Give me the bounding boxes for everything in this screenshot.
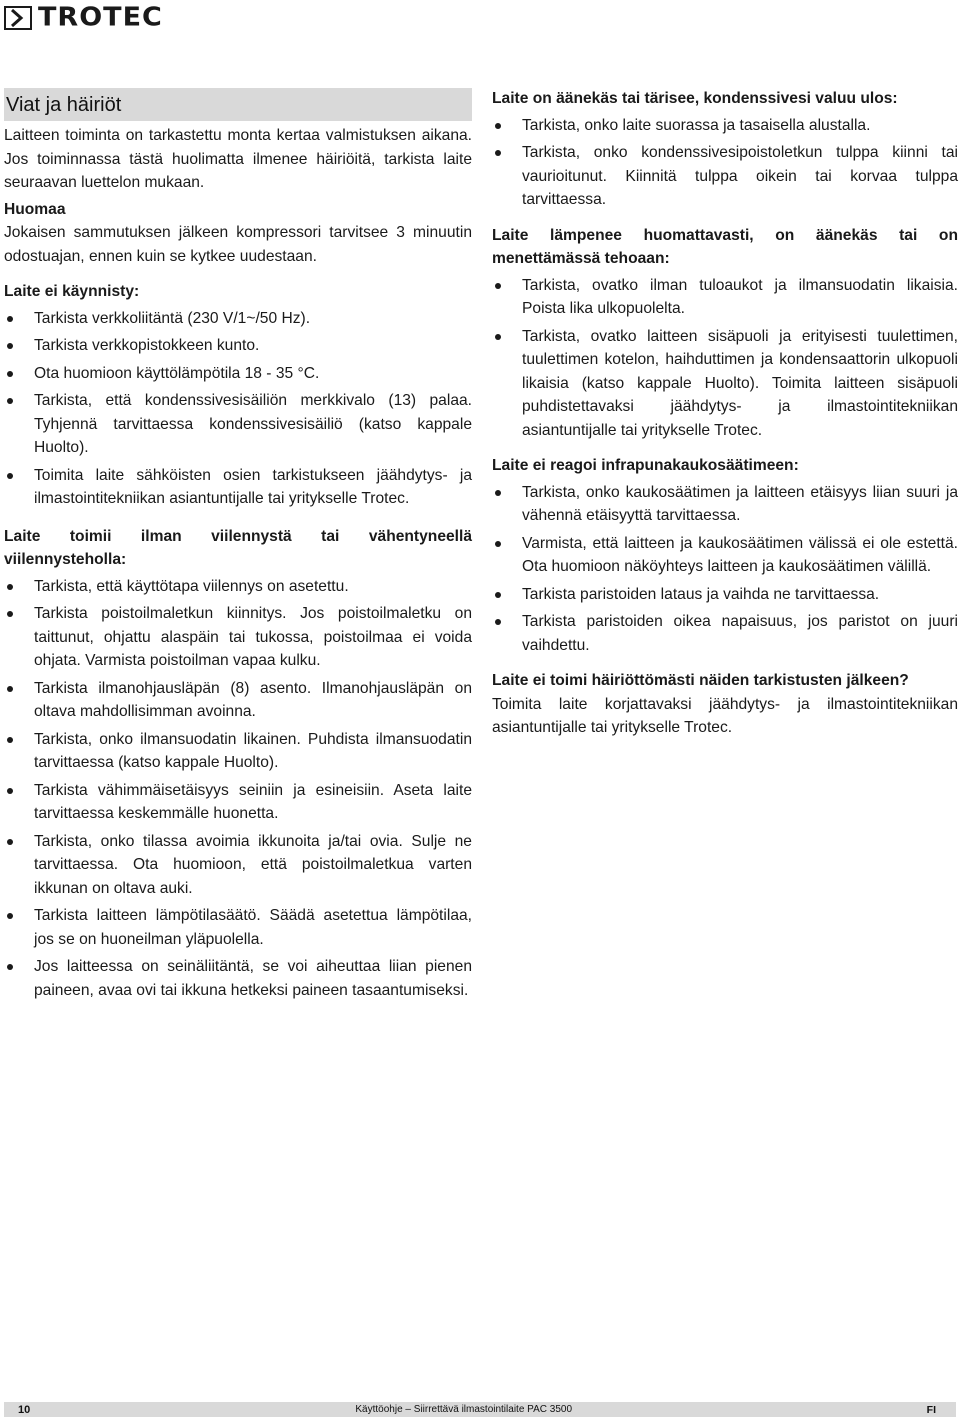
list-item: Tarkista laitteen lämpötilasäätö. Säädä asetettua lämpötilaa, jos se on huoneilman yläpuolella. <box>4 904 472 951</box>
list-item: Jos laitteessa on seinäliitäntä, se voi aiheuttaa liian pienen paineen, avaa ovi tai ikkuna hetkeksi paineen tasaantumiseksi. <box>4 955 472 1002</box>
trotec-logo <box>4 4 163 31</box>
list-item: Varmista, että laitteen ja kaukosäätimen välissä ei ole estettä. Ota huomioon näköyhteys laitteen ja kaukosäätimen välillä. <box>492 532 958 579</box>
intro-text: Laitteen toiminta on tarkastettu monta kertaa valmistuksen aikana. Jos toiminnassa tästä huolimatta ilmenee häiriöitä, tarkista laite seuraavan luettelon mukaan. <box>4 127 472 191</box>
note-heading: Huomaa <box>4 200 66 218</box>
list-noisy <box>492 114 958 212</box>
right-column <box>492 87 958 740</box>
list-item: Tarkista, ovatko laitteen sisäpuoli ja erityisesti tuulettimen, tuulettimen kotelon, haihduttimen ja kondensaattorin ulkopuoli likaisia (katso kappale Huolto). Toimita laitteen sisäpuoli puhdistettavaksi jäähdytys- ja ilmastointitekniikan asiantuntijalle tai yritykselle Trotec. <box>492 325 958 443</box>
list-item: Tarkista, että käyttötapa viilennys on asetettu. <box>4 575 472 599</box>
group-heading-overheating: Laite lämpenee huomattavasti, on äänekäs tai on menettämässä tehoaan: <box>492 226 958 267</box>
list-remote <box>492 481 958 658</box>
page-footer <box>4 1402 956 1417</box>
list-item: Tarkista poistoilmaletkun kiinnitys. Jos poistoilmaletku on taittunut, ohjattu alaspäin tai tukossa, poistoilmaa ei voida ohjata. Varmista poistoilman vapaa kulku. <box>4 602 472 673</box>
still-faulty-text: Toimita laite korjattavaksi jäähdytys- ja ilmastointitekniikan asiantuntijalle tai yritykselle Trotec. <box>492 695 958 736</box>
group-heading-noisy: Laite on äänekäs tai tärisee, kondenssivesi valuu ulos: <box>492 90 898 107</box>
list-item: Tarkista paristoiden oikea napaisuus, jos paristot on juuri vaihdettu. <box>492 610 958 657</box>
section-title: Viat ja häiriöt <box>4 88 472 121</box>
list-item: Tarkista, onko kondenssivesipoistoletkun tulppa kiinni tai vaurioitunut. Kiinnitä tulppa oikein tai korvaa tulppa tarvittaessa. <box>492 141 958 212</box>
list-item: Tarkista, onko ilmansuodatin likainen. Puhdista ilmansuodatin tarvittaessa (katso kappale Huolto). <box>4 728 472 775</box>
logo-text: TROTEC <box>38 2 163 33</box>
footer-doc-label: Käyttöohje <box>355 1404 403 1415</box>
list-item: Tarkista vähimmäisetäisyys seiniin ja esineisiin. Aseta laite tarvittaessa keskemmälle huonetta. <box>4 779 472 826</box>
note-text: Jokaisen sammutuksen jälkeen kompressori tarvitsee 3 minuutin odostuajan, ennen kuin se kytkee uudestaan. <box>4 224 472 265</box>
list-item: Tarkista, onko tilassa avoimia ikkunoita ja/tai ovia. Sulje ne tarvittaessa. Ota huomioon, että poistoilmaletkua varten ikkunan on oltava auki. <box>4 830 472 901</box>
list-no-start <box>4 307 472 511</box>
page-number: 10 <box>18 1403 31 1416</box>
group-heading-still-faulty: Laite ei toimi häiriöttömästi näiden tarkistusten jälkeen? <box>492 672 909 689</box>
list-item: Tarkista, onko laite suorassa ja tasaisella alustalla. <box>492 114 958 138</box>
logo-mark-icon <box>4 6 32 30</box>
footer-doc-sep: – <box>402 1404 414 1415</box>
list-no-cooling <box>4 575 472 1003</box>
footer-doc-title <box>355 1404 572 1415</box>
group-heading-no-cooling: Laite toimii ilman viilennystä tai vähentyneellä viilennysteholla: <box>4 527 472 568</box>
list-item: Tarkista, onko kaukosäätimen ja laitteen etäisyys liian suuri ja vähennä etäisyyttä tarvittaessa. <box>492 481 958 528</box>
group-heading-remote: Laite ei reagoi infrapunakaukosäätimeen: <box>492 457 799 474</box>
list-item: Tarkista verkkopistokkeen kunto. <box>4 334 472 358</box>
left-column <box>4 88 472 1006</box>
list-item: Tarkista ilmanohjausläpän (8) asento. Ilmanohjausläpän on oltava mahdollisimman avoinna. <box>4 677 472 724</box>
list-item: Toimita laite sähköisten osien tarkistukseen jäähdytys- ja ilmastointitekniikan asiantuntijalle tai yritykselle Trotec. <box>4 464 472 511</box>
list-item: Tarkista verkkoliitäntä (230 V/1~/50 Hz). <box>4 307 472 331</box>
list-item: Ota huomioon käyttölämpötila 18 - 35 °C. <box>4 362 472 386</box>
footer-doc-name: Siirrettävä ilmastointilaite PAC 3500 <box>413 1404 572 1415</box>
list-item: Tarkista paristoiden lataus ja vaihda ne tarvittaessa. <box>492 583 958 607</box>
list-item: Tarkista, ovatko ilman tuloaukot ja ilmansuodatin likaisia. Poista lika ulkopuolelta. <box>492 274 958 321</box>
list-overheating <box>492 274 958 443</box>
language-code: FI <box>926 1403 936 1416</box>
group-heading-no-start: Laite ei käynnisty: <box>4 283 140 300</box>
list-item: Tarkista, että kondenssivesisäiliön merkkivalo (13) palaa. Tyhjennä tarvittaessa kondenssivesisäiliö (katso kappale Huolto). <box>4 389 472 460</box>
